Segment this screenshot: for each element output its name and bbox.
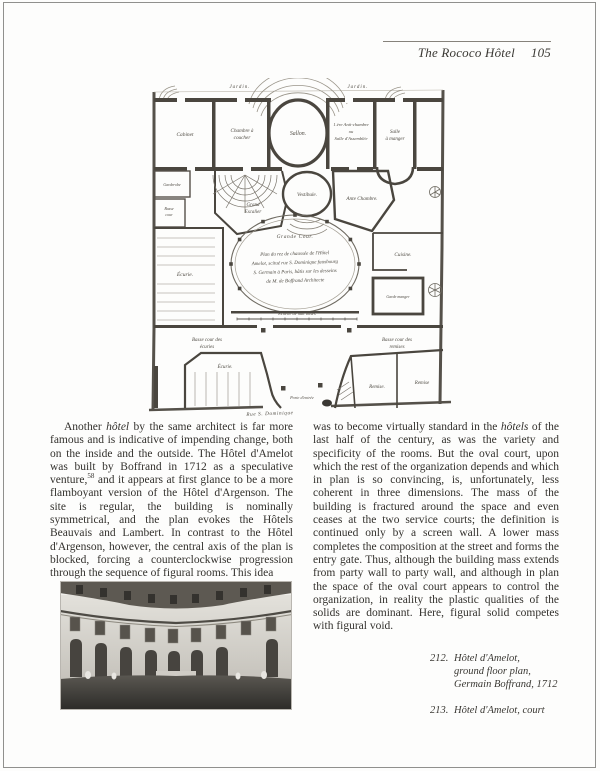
plan-label-ecurie-left: Écurie. xyxy=(176,272,194,278)
plan-label-anti-2: ou xyxy=(348,129,354,134)
running-head xyxy=(300,45,551,61)
plan-label-sallon: Sallon. xyxy=(289,131,307,137)
court-photograph xyxy=(60,581,292,710)
caption-line: Germain Boffrand, 1712 xyxy=(454,679,558,691)
plan-label-remise-2: Remise xyxy=(414,381,430,386)
plan-label-chambre-2: coucher xyxy=(233,135,251,141)
plan-inscription-line-4: de M. de Boffrand Architecte xyxy=(266,278,325,285)
plan-label-grand-2: Escalier xyxy=(244,210,262,215)
page-title: The Rococo Hôtel xyxy=(417,45,515,60)
plan-room-salle-a-manger-apse xyxy=(377,167,413,184)
plan-service-rooms-left xyxy=(154,171,190,227)
plan-label-basse-cour-1: Basse xyxy=(164,206,174,211)
plan-inscription-line-1: Plan du rez de chaussée de l'Hôtel xyxy=(260,251,330,258)
plan-label-bc-ecuries-1: Basse cour des xyxy=(192,338,222,343)
plan-label-chambre-1: Chambre à xyxy=(230,128,254,134)
plan-label-rue: Rue S. Dominique xyxy=(246,410,294,416)
body-column-left xyxy=(50,421,293,581)
plan-label-jardin-left: Jardin. xyxy=(229,85,251,90)
plan-label-porte: Porte d'entrée xyxy=(290,395,314,400)
body-paragraph-right: was to become virtually standard in the hôtels of the last half of the century, as was the variety and specificity of the rooms. But the oval court, upon which the rest of the organization depends and which in plan is so convincing, is, unfortunately, less coherent in three dimensions. The mass of the building is fractured around the space and even ceases at the two service courts; the definition is continued only by a screen wall. A lower mass completes the composition at the street and forms the entry gate. Thus, although the building mass extends from party wall to party wall, and although in plan the space of the oval court appears to control the organization, in reality the plastic qualities of the solids are dominant. Here, figural solid competes with figural void. xyxy=(313,421,559,633)
plan-vestibule xyxy=(283,172,331,235)
plan-ecurie-bottom xyxy=(154,353,281,408)
court-photo-figure xyxy=(60,581,292,710)
caption-212-text xyxy=(454,652,570,692)
plan-scale-bar xyxy=(237,318,357,321)
plan-label-cabinet: Cabinet xyxy=(176,132,194,138)
plan-label-bc-remises-1: Basse cour des xyxy=(382,338,412,343)
caption-213-text xyxy=(454,704,570,717)
caption-line: ground floor plan, xyxy=(454,666,531,678)
header-rule xyxy=(383,41,551,42)
caption-213-number: 213. xyxy=(430,705,449,716)
plan-label-cuisine: Cuisine. xyxy=(394,252,412,258)
plan-remise-building xyxy=(335,350,443,408)
plan-label-vestibule: Vestibule. xyxy=(296,192,318,198)
plan-labels xyxy=(163,85,430,416)
floor-plan-drawing xyxy=(145,78,455,416)
plan-label-ante-chambre: Ante Chambre. xyxy=(346,196,378,202)
plan-inscription-line-2: Amelot, scitué rue S. Dominique fauxbourg xyxy=(251,259,339,268)
plan-label-salle-2: à manger xyxy=(385,137,405,142)
caption-213 xyxy=(430,704,570,717)
body-column-right xyxy=(313,421,559,634)
page-number: 105 xyxy=(530,45,551,60)
caption-212-number: 212. xyxy=(430,653,449,664)
plan-label-salle-1: Salle xyxy=(390,130,400,135)
plan-label-anti-1: 1.ère Anti-chambre xyxy=(333,122,369,127)
plan-ecurie-left xyxy=(154,228,223,328)
plan-label-basse-cour-2: cour xyxy=(165,212,173,217)
plan-label-grande-cour: Grande Cour. xyxy=(276,234,314,240)
plan-label-ecurie-bottom: Écurie. xyxy=(217,364,233,370)
plan-label-garderobe: Garderobe xyxy=(163,182,181,187)
photo-court-ground xyxy=(60,675,292,710)
caption-line: Hôtel d'Amelot, court xyxy=(454,705,545,716)
plan-label-anti-3: Salle d'Assemblée xyxy=(334,136,368,141)
caption-line: Hôtel d'Amelot, xyxy=(454,653,520,664)
plan-label-echelle: Échelle de huit toises xyxy=(278,311,316,316)
plan-label-grand-1: Grand xyxy=(246,203,260,208)
caption-212 xyxy=(430,652,570,692)
floor-plan-figure xyxy=(145,78,455,416)
plan-label-bc-ecuries-2: écuries xyxy=(199,345,215,350)
plan-inscription-line-3: S. Germain à Paris, bâtis sur les desseins xyxy=(253,268,337,277)
plan-label-garde-manger: Garde manger xyxy=(386,294,410,299)
body-paragraph-left: Another hôtel by the same architect is far more famous and is indicative of impending change, both on the inside and the outside. The Hôtel d'Amelot was built by Boffrand in 1712 as a speculative venture,$^{58}$ and it appears at first glance to be a more flamboyant version of the Hôtel d'Argenson. The site is regular, the building is nominally symmetrical, and the plan evokes the Hôtels Beauvais and Lambert. In contrast to the Hôtel d'Argenson, however, the central axis of the plan is blocked, forcing a counterclockwise progression through the sequence of figural rooms. This idea xyxy=(50,421,293,580)
plan-label-jardin-right: Jardin. xyxy=(347,85,369,90)
plan-label-bc-remises-2: remises xyxy=(389,345,405,350)
plan-label-remise-1: Remise. xyxy=(369,385,385,390)
plan-forecourt-wall xyxy=(154,325,443,333)
